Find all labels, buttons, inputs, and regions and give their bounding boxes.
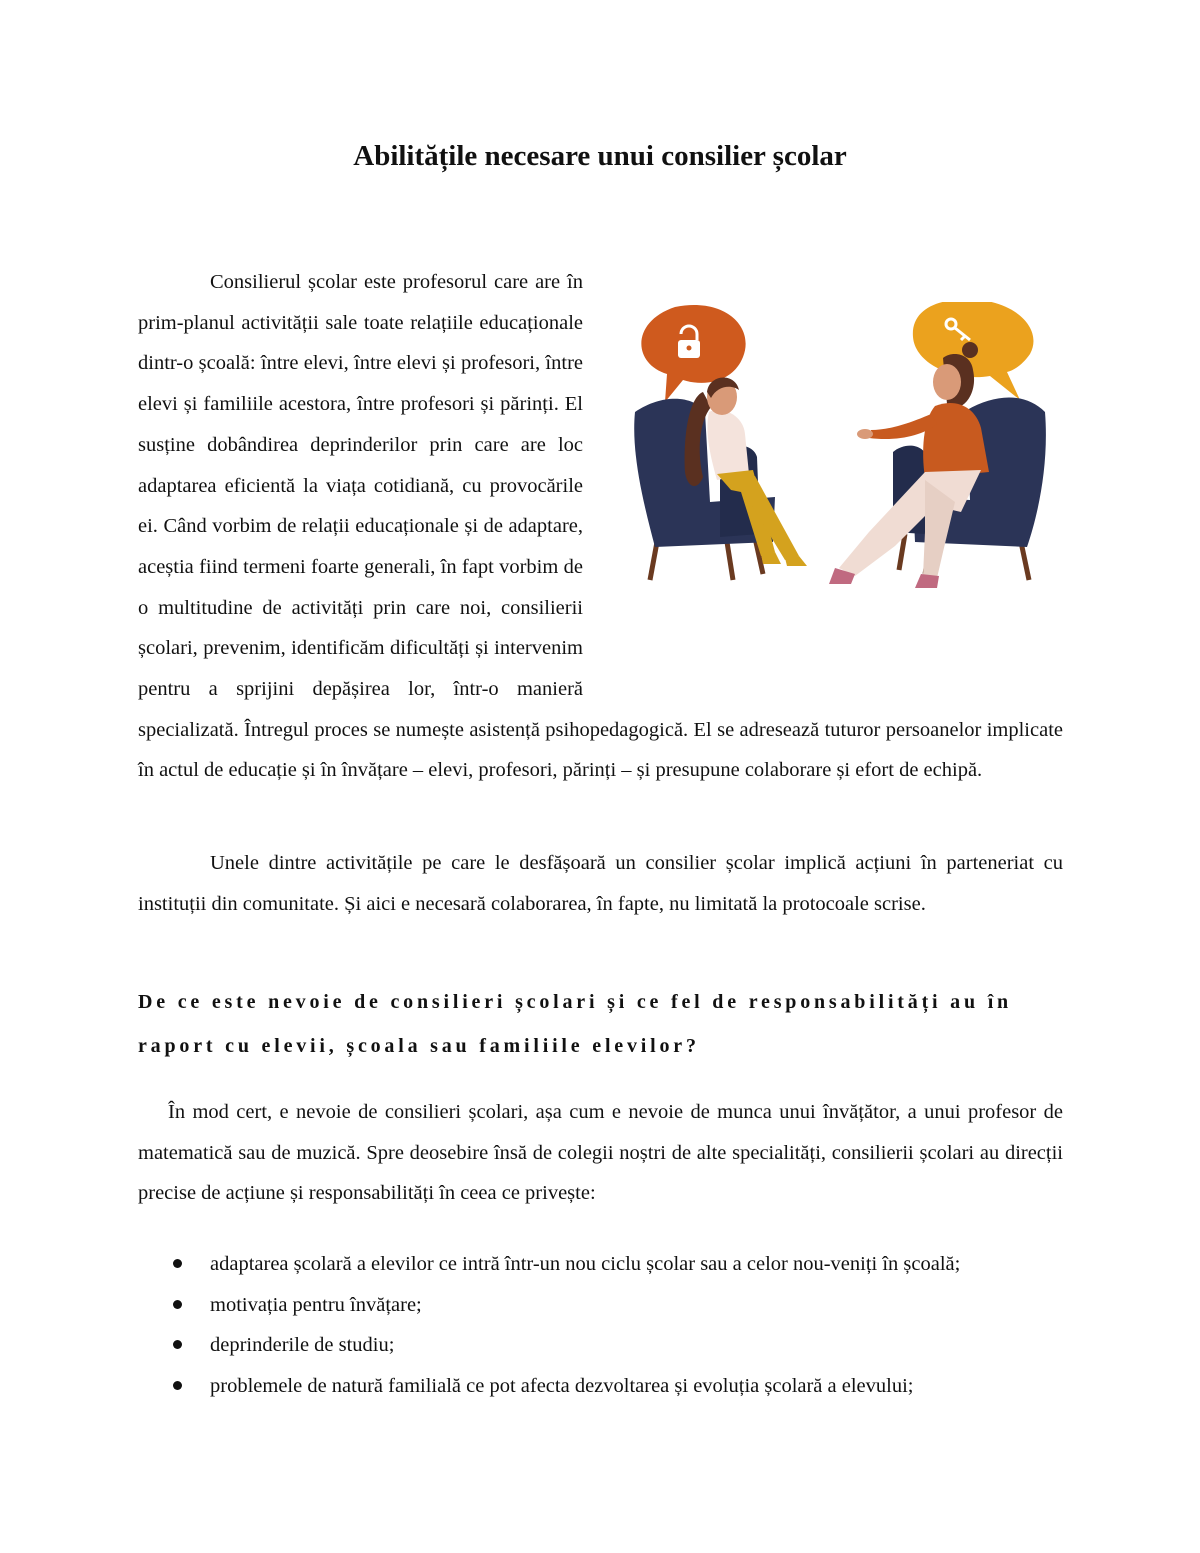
list-item [138,1366,1063,1407]
paragraph-responsibilities-text: În mod cert, e nevoie de consilieri școlari, așa cum e nevoie de munca unui învățător, a unui profesor de matematică sau de muzică. Spre deosebire însă de colegii noștri de alte specialități, consilierii școlari au direcții precise de acțiune și responsabilități în ceea ce privește: [138,1101,1063,1205]
counseling-illustration [625,302,1063,682]
paragraph-responsibilities [138,1092,1063,1214]
bullet-icon [173,1340,182,1349]
paragraph-intro-text: Consilierul școlar este profesorul care are în prim-planul activității sale toate relațiile educaționale dintr-o școală: între elevi, între elevi și profesori, între elevi și familiile acestora, între profesori și părinți. El susține dobândirea deprinderilor prin care are loc adaptarea eficientă la viața cotidiană, cu provocările ei. Când vorbim de relații educaționale și de adaptare, aceștia fiind termeni foarte generali, în fapt vorbim de o multitudine de activități prin care noi, consilierii școlari, prevenim, identificăm dificultăți și intervenim pentru a sprijini depășirea lor, într-o manieră specializată. Întregul proces se numește asistență psihopedagogică. El se adresează tuturor persoanelor implicate în actul de educație și în învățare – elevi, profesori, părinți – și presupune colaborare și efort de echipă. [138,271,1063,782]
list-item [138,1244,1063,1285]
paragraph-intro [138,262,1063,791]
paragraph-partnership-text: Unele dintre activitățile pe care le desfășoară un consilier școlar implică acțiuni în parteneriat cu instituții din comunitate. Și aici e necesară colaborarea, în fapte, nu limitată la protocoale scrise. [138,852,1063,915]
list-item-text: problemele de natură familială ce pot afecta dezvoltarea și evoluția școlară a elevului; [210,1375,914,1398]
list-item-text: adaptarea școlară a elevilor ce intră într-un nou ciclu școlar sau a celor nou-veniți în școală; [210,1253,961,1275]
bullet-icon [173,1381,182,1390]
paragraph-partnership [138,843,1063,924]
list-item [138,1285,1063,1326]
responsibilities-list [138,1244,1063,1407]
bullet-icon [173,1300,182,1309]
section-heading: De ce este nevoie de consilieri școlari și ce fel de responsabilități au în raport cu elevii, școala sau familiile elevilor? [138,991,1012,1057]
list-item [138,1325,1063,1366]
list-item-text: deprinderile de studiu; [210,1334,395,1357]
list-item-text: motivația pentru învățare; [210,1293,422,1316]
bullet-icon [173,1259,182,1268]
document-title: Abilitățile necesare unui consilier școlar [353,140,847,172]
